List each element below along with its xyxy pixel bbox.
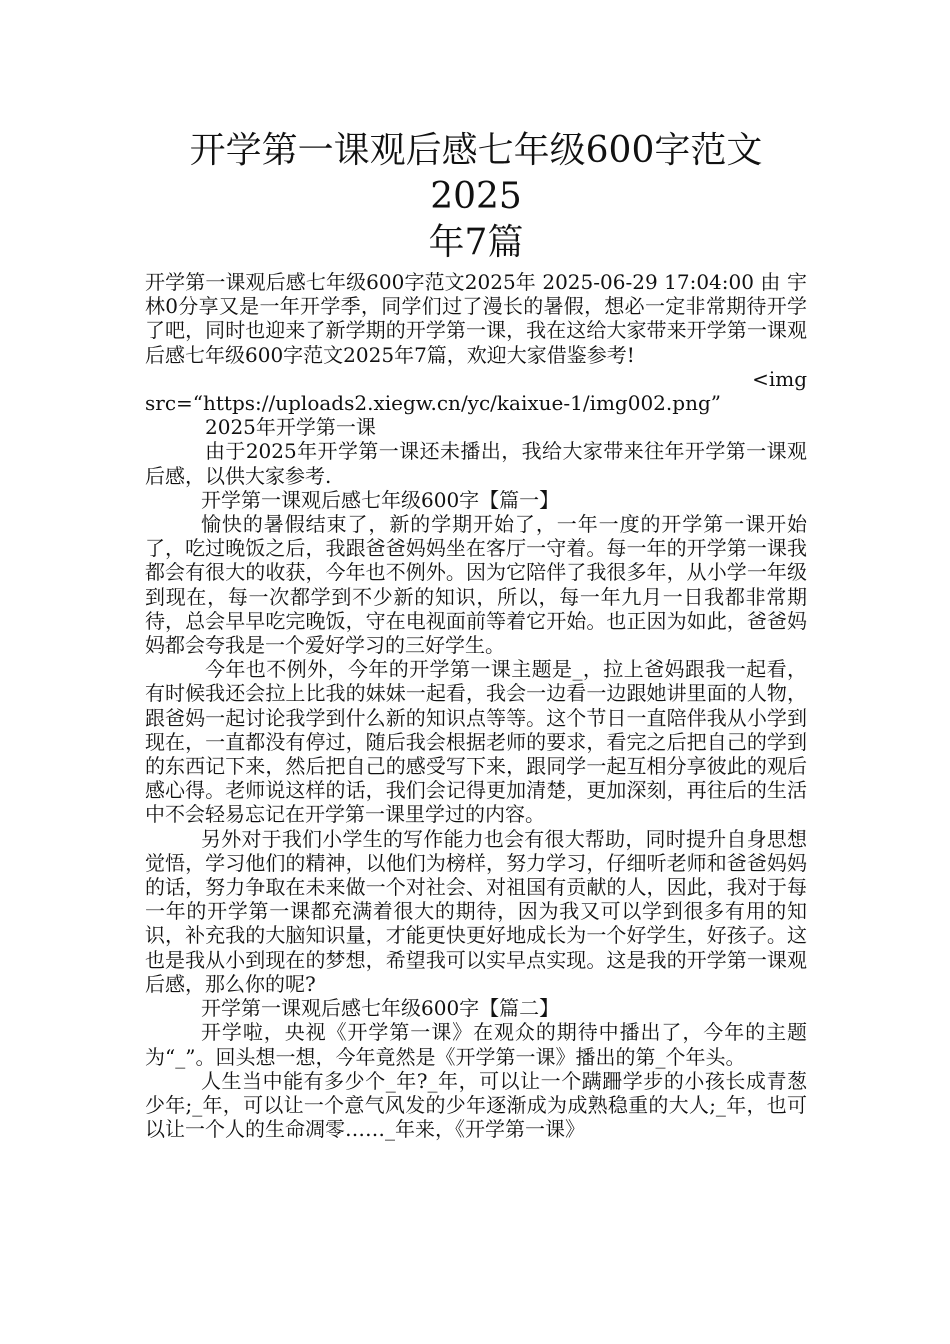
title-line-2: 年7篇 [428,222,524,263]
section-1-paragraph-2: 今年也不例外，今年的开学第一课主题是_，拉上爸妈跟我一起看，有时候我还会拉上比我的妹妹一起看，我会一边看一边跟她讲里面的人物，跟爸妈一起讨论我学到什么新的知识点等等。这个节日一直陪伴我从小学到现在，一直都没有停过，随后我会根据老师的要求，看完之后把自己的学到的东西记下来，然后把自己的感受写下来，跟同学一起互相分享彼此的观后感心得。老师说这样的话，我们会记得更加清楚，更加深刻，再往后的生活中不会轻易忘记在开学第一课里学过的内容。 [145,657,807,827]
title-line-1: 开学第一课观后感七年级600字范文2025 [189,130,763,217]
subheading: 2025年开学第一课 [205,415,376,440]
note-paragraph: 由于2025年开学第一课还未播出，我给大家带来往年开学第一课观后感，以供大家参考. [145,439,807,488]
document-page [145,128,807,1141]
section-2-heading: 开学第一课观后感七年级600字【篇二】 [201,996,560,1021]
section-1-heading: 开学第一课观后感七年级600字【篇一】 [201,487,560,512]
section-1-paragraph-3: 另外对于我们小学生的写作能力也会有很大帮助，同时提升自身思想觉悟，学习他们的精神，以他们为榜样，努力学习，仔细听老师和爸爸妈妈的话，努力争取在未来做一个对社会、对祖国有贡献的人，因此，我对于每一年的开学第一课都充满着很大的期待，因为我又可以学到很多有用的知识，补充我的大脑知识量，才能更快更好地成长为一个好学生，好孩子。这也是我从小到现在的梦想，希望我可以实早点实现。这是我的开学第一课观后感，那么你的呢? [145,826,807,996]
document-title [145,128,807,266]
image-reference-open: <img [752,366,807,391]
section-1-paragraph-1: 愉快的暑假结束了，新的学期开始了，一年一度的开学第一课开始了，吃过晚饭之后，我跟爸爸妈妈坐在客厅一守着。每一年的开学第一课我都会有很大的收获，今年也不例外。因为它陪伴了我很多年，从小学一年级到现在，每一次都学到不少新的知识，所以，每一年九月一日我都非常期待，总会早早吃完晚饭，守在电视面前等着它开始。也正因为如此，爸爸妈妈都会夸我是一个爱好学习的三好学生。 [145,512,807,658]
image-reference-src: src=“https://uploads2.xiegw.cn/yc/kaixue-1/img002.png” [145,391,721,416]
section-2-paragraph-1: 开学啦，央视《开学第一课》在观众的期待中播出了，今年的主题为“_”。回头想一想，今年竟然是《开学第一课》播出的第_个年头。 [145,1020,807,1069]
section-2-paragraph-2: 人生当中能有多少个_年?_年，可以让一个蹒跚学步的小孩长成青葱少年;_年，可以让一个意气风发的少年逐渐成为成熟稳重的大人;_年，也可以让一个人的生命凋零……_年来，《开学第一课》 [145,1068,807,1142]
intro-paragraph: 开学第一课观后感七年级600字范文2025年 2025-06-29 17:04:00 由 宇林0分享又是一年开学季，同学们过了漫长的暑假，想必一定非常期待开学了吧，同时也迎来了新学期的开学第一课，我在这给大家带来开学第一课观后感七年级600字范文2025年7篇，欢迎大家借鉴参考! [145,270,807,367]
